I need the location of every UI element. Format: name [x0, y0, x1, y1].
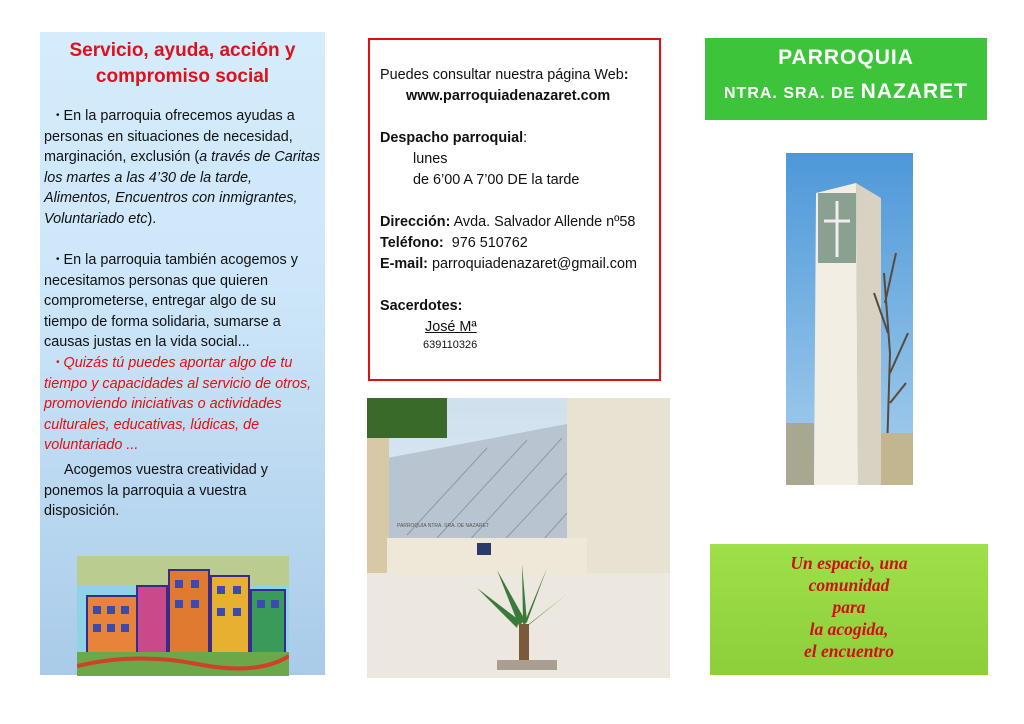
- priest-phone: 639110326: [423, 339, 478, 351]
- paragraph-volunteers: • En la parroquia también acogemos y necesitamos personas que quieren comprometerse, entregar algo de su tiempo de forma solidaria, sumarse a causas justas en la vida social...: [44, 252, 298, 350]
- slogan-line: para: [832, 597, 866, 617]
- title-line-1: Servicio, ayuda, acción y: [69, 40, 296, 61]
- church-building-photo: [367, 398, 670, 678]
- slogan-line: Un espacio, una: [790, 553, 908, 573]
- church-tower-photo: [786, 153, 913, 485]
- title-parish-name: NTRA. SRA. DE NAZARET: [723, 80, 968, 103]
- building-sign: PARROQUIA NTRA. SRA. DE NAZARET: [397, 523, 489, 529]
- paragraph-help: • En la parroquia ofrecemos ayudas a personas en situaciones de necesidad, marginación, exclusión (a través de Caritas los martes a las 4’30 de la tarde, Alimentos, Encuentros con inmigrantes, Voluntariado etc).: [44, 108, 320, 227]
- title-line-2: compromiso social: [95, 66, 270, 87]
- web-intro: Puedes consultar nuestra página Web:: [380, 67, 629, 83]
- title-parroquia: PARROQUIA: [778, 46, 914, 69]
- web-link[interactable]: www.parroquiadenazaret.com: [406, 88, 611, 104]
- office-hours: de 6’00 A 7’00 DE la tarde: [413, 172, 580, 188]
- paragraph-invitation: • Quizás tú puedes aportar algo de tu tiempo y capacidades al servicio de otros, promoviendo iniciativas o actividades culturales, educativas, lúdicas, de voluntariado ...: [44, 355, 312, 453]
- city-drawing-image: [77, 556, 289, 676]
- email-line: E-mail: parroquiadenazaret@gmail.com: [380, 256, 637, 272]
- bullet-icon: •: [56, 357, 60, 368]
- slogan-line: el encuentro: [804, 641, 894, 661]
- parish-title-box: [705, 38, 987, 120]
- office-label: Despacho parroquial:: [380, 130, 528, 146]
- priest-name: José Mª: [425, 319, 477, 335]
- email-link[interactable]: parroquiadenazaret@gmail.com: [431, 256, 637, 272]
- address-line: Dirección: Avda. Salvador Allende nº58: [380, 214, 636, 230]
- slogan-line: la acogida,: [809, 619, 889, 639]
- office-days: lunes: [413, 151, 448, 167]
- left-panel: [40, 32, 325, 675]
- left-panel-title: [40, 38, 325, 90]
- bullet-icon: •: [56, 254, 60, 265]
- bullet-icon: •: [56, 110, 60, 121]
- phone-line: Teléfono: 976 510762: [380, 235, 528, 251]
- slogan-line: comunidad: [808, 575, 890, 595]
- contact-info-box: [368, 38, 661, 381]
- priests-label: Sacerdotes:: [380, 298, 463, 314]
- paragraph-welcome: Acogemos vuestra creatividad y ponemos la parroquia a vuestra disposición.: [44, 462, 268, 519]
- slogan-box: [710, 544, 988, 675]
